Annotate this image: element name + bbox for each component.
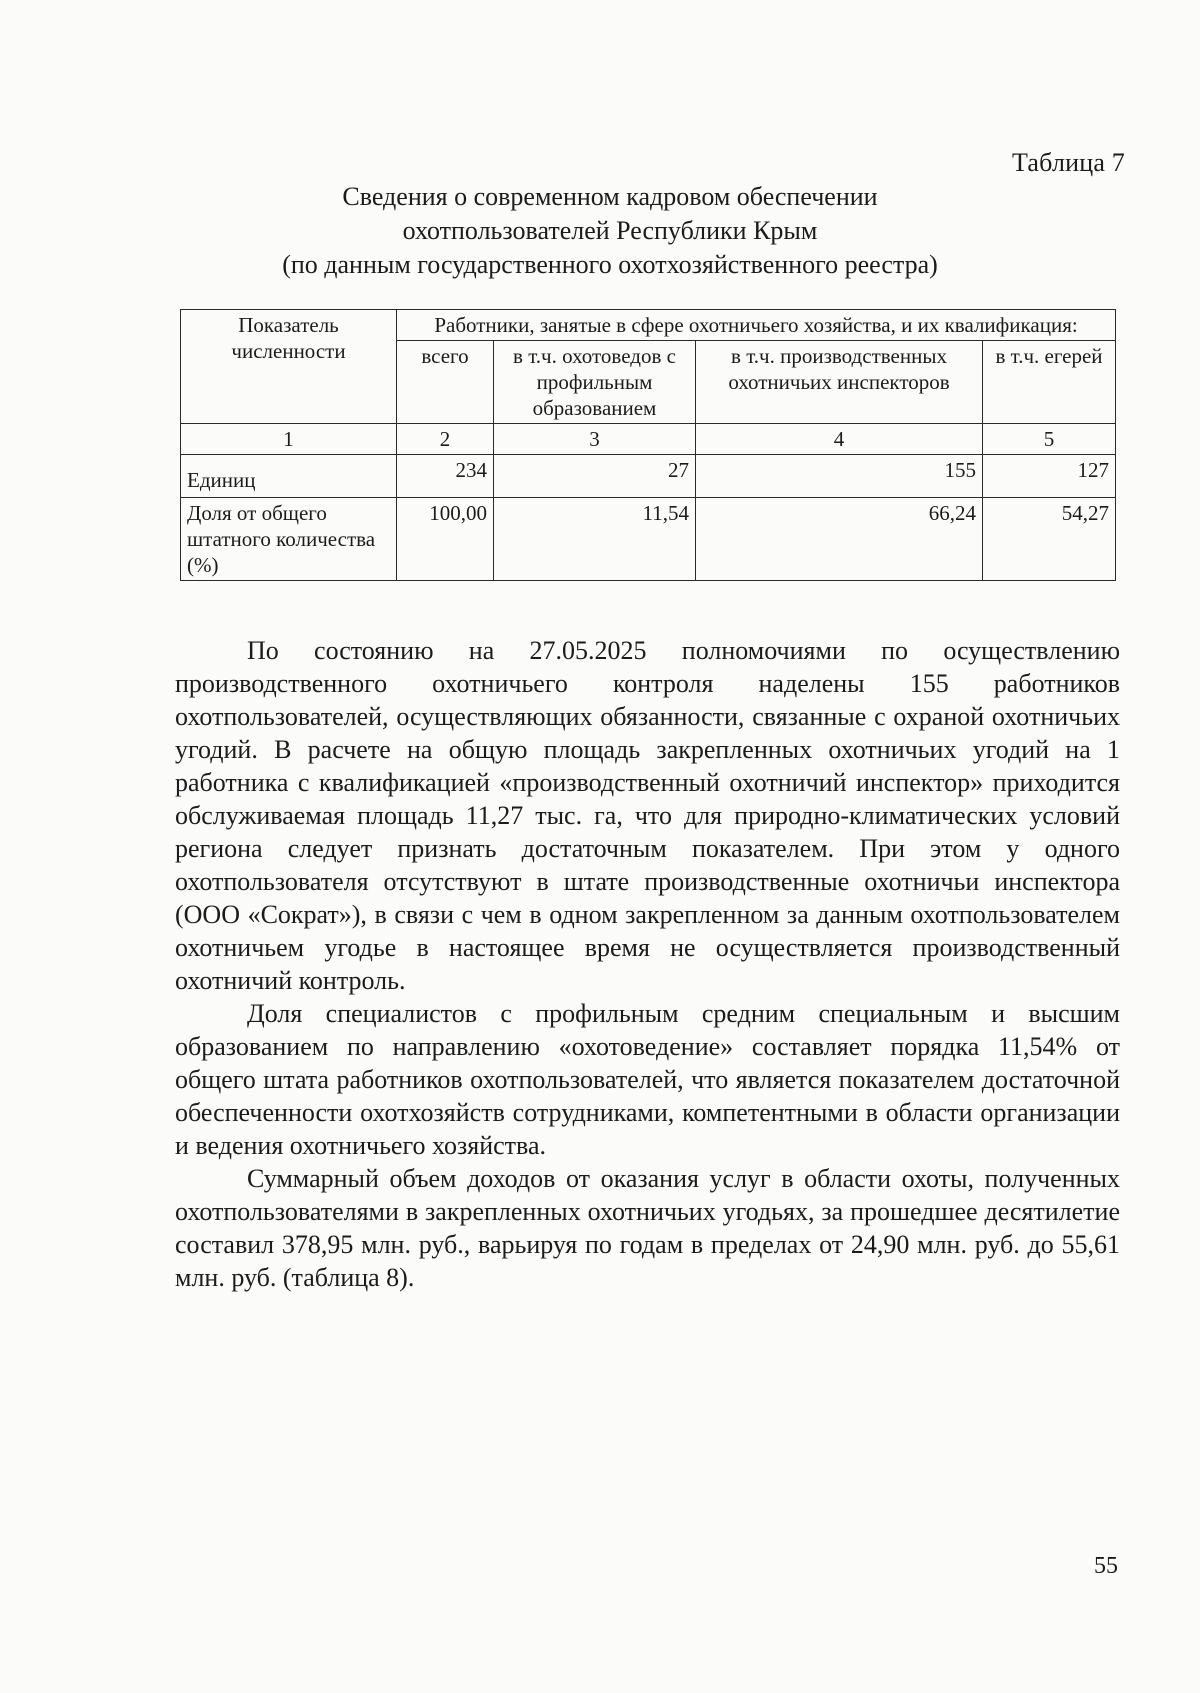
paragraph: Доля специалистов с профильным средним специальным и высшим образованием по направлению «охотоведение» составляет порядка 11,54% от общего штата работников охотпользователей, что является показателем достаточной обеспеченности охотхозяйств сотрудниками, компетентными в области организации и ведения охотничьего хозяйства. [175, 999, 1120, 1160]
table-cell: 234 [397, 455, 494, 498]
column-number-row [181, 424, 1116, 455]
column-number: 4 [696, 424, 983, 455]
column-number: 3 [494, 424, 696, 455]
column-number: 2 [397, 424, 494, 455]
header-group: Работники, занятые в сфере охотничьего хозяйства, и их квалификация: [397, 310, 1116, 341]
column-number: 1 [181, 424, 397, 455]
page-number: 55 [1094, 1553, 1118, 1579]
table-cell: 127 [983, 455, 1116, 498]
table-row [181, 498, 1116, 581]
paragraph: По состоянию на 27.05.2025 полномочиями по осуществлению производственного охотничьего контроля наделены 155 работников охотпользователей, осуществляющих обязанности, связанные с охраной охотничьих угодий. В расчете на общую площадь закрепленных охотничьих угодий на 1 работника с квалификацией «производственный охотничий инспектор» приходится обслуживаемая площадь 11,27 тыс. га, что для природно-климатических условий региона следует признать достаточным показателем. При этом у одного охотпользователя отсутствуют в штате производственные охотничьи инспектора (ООО «Сократ»), в связи с чем в одном закрепленном за данным охотпользователем охотничьем угодье в настоящее время не осуществляется производственный охотничий контроль. [175, 636, 1120, 995]
table-title [225, 180, 995, 282]
staffing-table [180, 309, 1116, 581]
column-header: в т.ч. охотоведов с профильным образованием [494, 341, 696, 424]
row-label: Доля от общего штатного количества (%) [181, 498, 397, 581]
table-cell: 11,54 [494, 498, 696, 581]
title-line: Сведения о современном кадровом обеспечении [342, 182, 878, 211]
title-line: охотпользователей Республики Крым [402, 216, 818, 245]
table-header-row [181, 310, 1116, 341]
paragraph: Суммарный объем доходов от оказания услуг в области охоты, полученных охотпользователями в закрепленных охотничьих угодьях, за прошедшее десятилетие составил 378,95 млн. руб., варьируя по годам в пределах от 24,90 млн. руб. до 55,61 млн. руб. (таблица 8). [175, 1164, 1120, 1292]
row-label: Единиц [181, 455, 397, 498]
table-cell: 100,00 [397, 498, 494, 581]
table-cell: 66,24 [696, 498, 983, 581]
body-text [175, 634, 1120, 1294]
column-number: 5 [983, 424, 1116, 455]
table-cell: 27 [494, 455, 696, 498]
table-label: Таблица 7 [1012, 148, 1125, 177]
table-row [181, 455, 1116, 498]
column-header: всего [397, 341, 494, 424]
table-cell: 155 [696, 455, 983, 498]
column-header: в т.ч. производственных охотничьих инспекторов [696, 341, 983, 424]
title-line: (по данным государственного охотхозяйственного реестра) [282, 250, 938, 279]
table-cell: 54,27 [983, 498, 1116, 581]
header-indicator: Показатель численности [181, 310, 397, 424]
column-header: в т.ч. егерей [983, 341, 1116, 424]
